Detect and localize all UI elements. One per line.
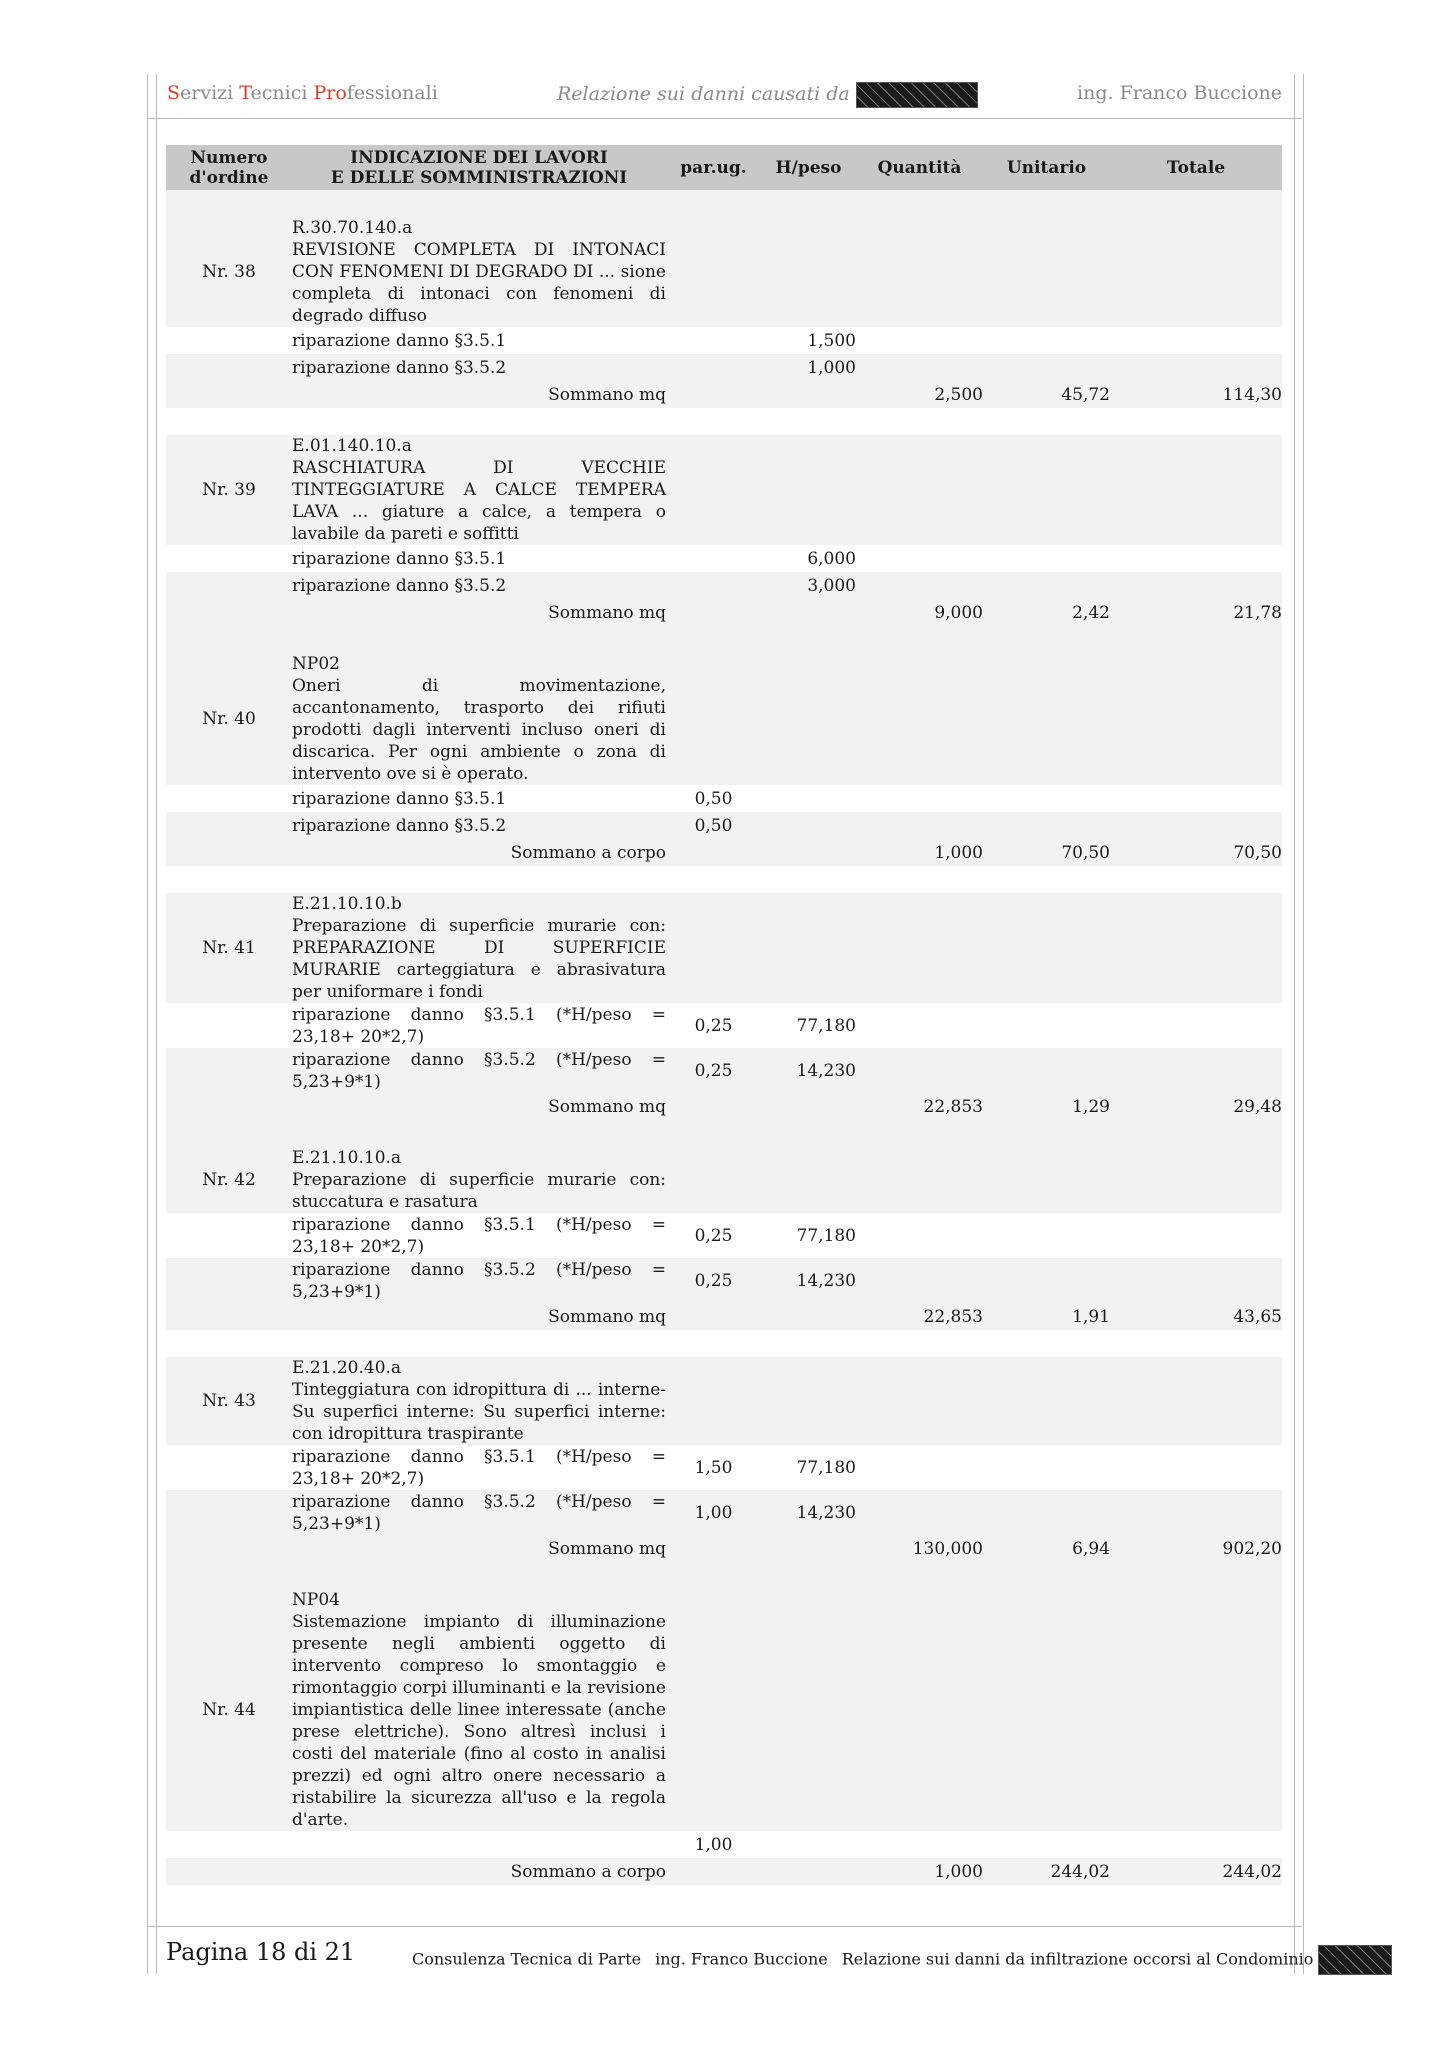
item-number: Nr. 40 — [166, 653, 292, 785]
page-footer — [166, 1935, 1314, 1975]
sum-unitario: 2,42 — [983, 599, 1110, 626]
measurement-label — [292, 1831, 666, 1858]
sum-quantita: 1,000 — [856, 1858, 983, 1885]
item-description — [292, 653, 666, 785]
item-description-row — [166, 1357, 1282, 1445]
sum-totale: 244,02 — [1110, 1858, 1282, 1885]
sum-row — [166, 381, 1282, 408]
measurement-row — [166, 1048, 1282, 1093]
sum-label: Sommano a corpo — [292, 1858, 666, 1885]
sum-row — [166, 839, 1282, 866]
sum-label: Sommano a corpo — [292, 839, 666, 866]
measurement-parug — [666, 545, 761, 572]
item-description — [292, 1357, 666, 1445]
item-description — [292, 435, 666, 545]
measurement-label: riparazione danno §3.5.2 (*H/peso = 5,23+9*1) — [292, 1259, 666, 1302]
item-text: Oneri di movimentazione, accantonamento, trasporto dei rifiuti prodotti dagli interventi incluso oneri di discarica. Per ogni ambiente o zona di intervento ove si è operato. — [292, 676, 666, 784]
computo-table — [166, 145, 1282, 1885]
spacer-row — [166, 190, 1282, 217]
item-code: R.30.70.140.a — [292, 218, 413, 238]
measurement-parug: 0,25 — [694, 1015, 733, 1036]
sum-unitario: 6,94 — [983, 1535, 1110, 1562]
sum-label: Sommano mq — [292, 1535, 666, 1562]
measurement-hpeso: 77,180 — [796, 1457, 856, 1478]
measurement-hpeso — [761, 812, 856, 839]
spacer-row — [166, 866, 1282, 893]
header-rule — [147, 118, 1302, 119]
author-name: ing. Franco Buccione — [1077, 82, 1282, 104]
measurement-hpeso: 77,180 — [796, 1225, 856, 1246]
measurement-parug: 0,50 — [666, 812, 761, 839]
spacer-row — [166, 408, 1282, 435]
redacted-block — [856, 82, 978, 108]
page-number: Pagina 18 di 21 — [166, 1938, 356, 1966]
measurement-parug: 0,25 — [694, 1225, 733, 1246]
sum-row — [166, 1535, 1282, 1562]
item-description — [292, 1147, 666, 1213]
item-code: E.21.20.40.a — [292, 1358, 402, 1378]
measurement-label: riparazione danno §3.5.1 (*H/peso = 23,18+ 20*2,7) — [292, 1004, 666, 1047]
brand-title: Servizi Tecnici Professionali — [167, 82, 438, 104]
sum-row — [166, 599, 1282, 626]
measurement-parug: 0,25 — [666, 1048, 761, 1093]
measurement-label: riparazione danno §3.5.1 (*H/peso = 23,18+ 20*2,7) — [292, 1214, 666, 1257]
measurement-parug: 1,00 — [666, 1490, 761, 1535]
measurement-parug — [666, 327, 761, 354]
measurement-parug: 0,25 — [666, 1258, 761, 1303]
sum-row — [166, 1303, 1282, 1330]
measurement-row — [166, 1258, 1282, 1303]
sum-quantita: 22,853 — [856, 1093, 983, 1120]
footer-info: Consulenza Tecnica di Parte ing. Franco Buccione Relazione sui danni da infiltrazione occorsi al Condominio — [412, 1945, 1392, 1975]
measurement-label: riparazione danno §3.5.2 (*H/peso = 5,23+9*1) — [292, 1491, 666, 1534]
measurement-row — [166, 1445, 1282, 1490]
measurement-hpeso: 14,230 — [761, 1490, 856, 1535]
measurement-label: riparazione danno §3.5.1 — [292, 548, 507, 569]
page-frame-left — [147, 74, 157, 1974]
measurement-hpeso: 14,230 — [761, 1048, 856, 1093]
item-number: Nr. 38 — [166, 217, 292, 327]
item-number: Nr. 42 — [166, 1147, 292, 1213]
measurement-label: riparazione danno §3.5.2 — [292, 812, 666, 839]
sum-unitario: 70,50 — [983, 839, 1110, 866]
sum-unitario: 45,72 — [983, 381, 1110, 408]
measurement-parug: 0,50 — [694, 788, 733, 809]
measurement-label: riparazione danno §3.5.2 — [292, 354, 666, 381]
sum-label: Sommano mq — [292, 1093, 666, 1120]
col-numero-header: Numero d'ordine — [166, 145, 292, 190]
sum-totale: 43,65 — [1110, 1303, 1282, 1330]
sum-label: Sommano mq — [292, 381, 666, 408]
item-description-row — [166, 217, 1282, 327]
sum-totale: 29,48 — [1110, 1093, 1282, 1120]
item-code: NP04 — [292, 1590, 340, 1610]
sum-quantita: 22,853 — [856, 1303, 983, 1330]
item-description-row — [166, 1147, 1282, 1213]
item-number: Nr. 43 — [166, 1357, 292, 1445]
measurement-parug: 1,00 — [694, 1834, 733, 1855]
item-description-row — [166, 893, 1282, 1003]
sum-quantita: 9,000 — [856, 599, 983, 626]
redacted-block-footer — [1318, 1945, 1392, 1975]
measurement-label: riparazione danno §3.5.1 (*H/peso = 23,18+ 20*2,7) — [292, 1446, 666, 1489]
item-description-row — [166, 435, 1282, 545]
measurement-row — [166, 354, 1282, 381]
measurement-hpeso: 77,180 — [796, 1015, 856, 1036]
measurement-row — [166, 1831, 1282, 1858]
sum-unitario: 1,29 — [983, 1093, 1110, 1120]
col-quantita-header: Quantità — [856, 145, 983, 190]
sum-totale: 70,50 — [1110, 839, 1282, 866]
measurement-hpeso: 1,000 — [761, 354, 856, 381]
measurement-parug — [666, 572, 761, 599]
sum-totale: 114,30 — [1110, 381, 1282, 408]
page-header — [167, 80, 1282, 110]
page-frame-right — [1294, 74, 1304, 1974]
measurement-row — [166, 785, 1282, 812]
sum-quantita: 130,000 — [856, 1535, 983, 1562]
item-code: NP02 — [292, 654, 340, 674]
measurement-hpeso: 14,230 — [761, 1258, 856, 1303]
measurement-row — [166, 1003, 1282, 1048]
item-text: Tinteggiatura con idropittura di ... interne- Su superfici interne: Su superfici interne: con idropittura traspirante — [292, 1380, 666, 1444]
measurement-row — [166, 812, 1282, 839]
table-body — [166, 190, 1282, 1885]
item-text: RASCHIATURA DI VECCHIE TINTEGGIATURE A CALCE TEMPERA LAVA ... giature a calce, a tempera o lavabile da pareti e soffitti — [292, 458, 666, 544]
sum-quantita: 2,500 — [856, 381, 983, 408]
measurement-row — [166, 1490, 1282, 1535]
measurement-label: riparazione danno §3.5.1 — [292, 788, 507, 809]
spacer-row — [166, 626, 1282, 653]
sum-totale: 21,78 — [1110, 599, 1282, 626]
spacer-row — [166, 1562, 1282, 1589]
measurement-hpeso — [761, 785, 856, 812]
spacer-row — [166, 1330, 1282, 1357]
measurement-row — [166, 572, 1282, 599]
sum-row — [166, 1093, 1282, 1120]
sum-unitario: 244,02 — [983, 1858, 1110, 1885]
item-number: Nr. 44 — [166, 1589, 292, 1831]
item-code: E.01.140.10.a — [292, 436, 412, 456]
sum-label: Sommano mq — [292, 1303, 666, 1330]
item-number: Nr. 39 — [166, 435, 292, 545]
measurement-label: riparazione danno §3.5.2 — [292, 572, 666, 599]
item-description-row — [166, 1589, 1282, 1831]
measurement-row — [166, 327, 1282, 354]
measurement-label: riparazione danno §3.5.1 — [292, 330, 507, 351]
measurement-hpeso: 6,000 — [807, 548, 856, 569]
sum-totale: 902,20 — [1110, 1535, 1282, 1562]
measurement-hpeso: 1,500 — [807, 330, 856, 351]
item-description — [292, 893, 666, 1003]
item-text: Preparazione di superficie murarie con: stuccatura e rasatura — [292, 1170, 666, 1212]
sum-row — [166, 1858, 1282, 1885]
col-parug-header: par.ug. — [666, 145, 761, 190]
measurement-parug — [666, 354, 761, 381]
col-indicazione-header: INDICAZIONE DEI LAVORI E DELLE SOMMINISTRAZIONI — [292, 145, 666, 190]
table-header-row — [166, 145, 1282, 190]
col-unitario-header: Unitario — [983, 145, 1110, 190]
sum-quantita: 1,000 — [856, 839, 983, 866]
report-subject: Relazione sui danni causati da — [557, 82, 978, 108]
measurement-parug: 1,50 — [694, 1457, 733, 1478]
measurement-row — [166, 1213, 1282, 1258]
item-code: E.21.10.10.b — [292, 894, 402, 914]
item-description — [292, 1589, 666, 1831]
item-description-row — [166, 653, 1282, 785]
sum-label: Sommano mq — [292, 599, 666, 626]
item-code: E.21.10.10.a — [292, 1148, 402, 1168]
item-text: Sistemazione impianto di illuminazione presente negli ambienti oggetto di intervento compreso lo smontaggio e rimontaggio corpi illuminanti e la revisione impiantistica delle linee interessate (anche prese elettriche). Sono altresì inclusi i costi del materiale (fino al costo in analisi prezzi) ed ogni altro onere necessario a ristabilire la sicurezza all'uso e la regola d'arte. — [292, 1612, 666, 1830]
col-totale-header: Totale — [1110, 145, 1282, 190]
item-text: REVISIONE COMPLETA DI INTONACI CON FENOMENI DI DEGRADO DI ... sione completa di intonaci con fenomeni di degrado diffuso — [292, 240, 666, 326]
item-description — [292, 217, 666, 327]
footer-rule — [147, 1926, 1302, 1927]
measurement-hpeso — [761, 1831, 856, 1858]
item-text: Preparazione di superficie murarie con: PREPARAZIONE DI SUPERFICIE MURARIE carteggiatura e abrasivatura per uniformare i fondi — [292, 916, 666, 1002]
sum-unitario: 1,91 — [983, 1303, 1110, 1330]
measurement-hpeso: 3,000 — [761, 572, 856, 599]
col-hpeso-header: H/peso — [761, 145, 856, 190]
item-number: Nr. 41 — [166, 893, 292, 1003]
measurement-row — [166, 545, 1282, 572]
spacer-row — [166, 1120, 1282, 1147]
measurement-label: riparazione danno §3.5.2 (*H/peso = 5,23+9*1) — [292, 1049, 666, 1092]
